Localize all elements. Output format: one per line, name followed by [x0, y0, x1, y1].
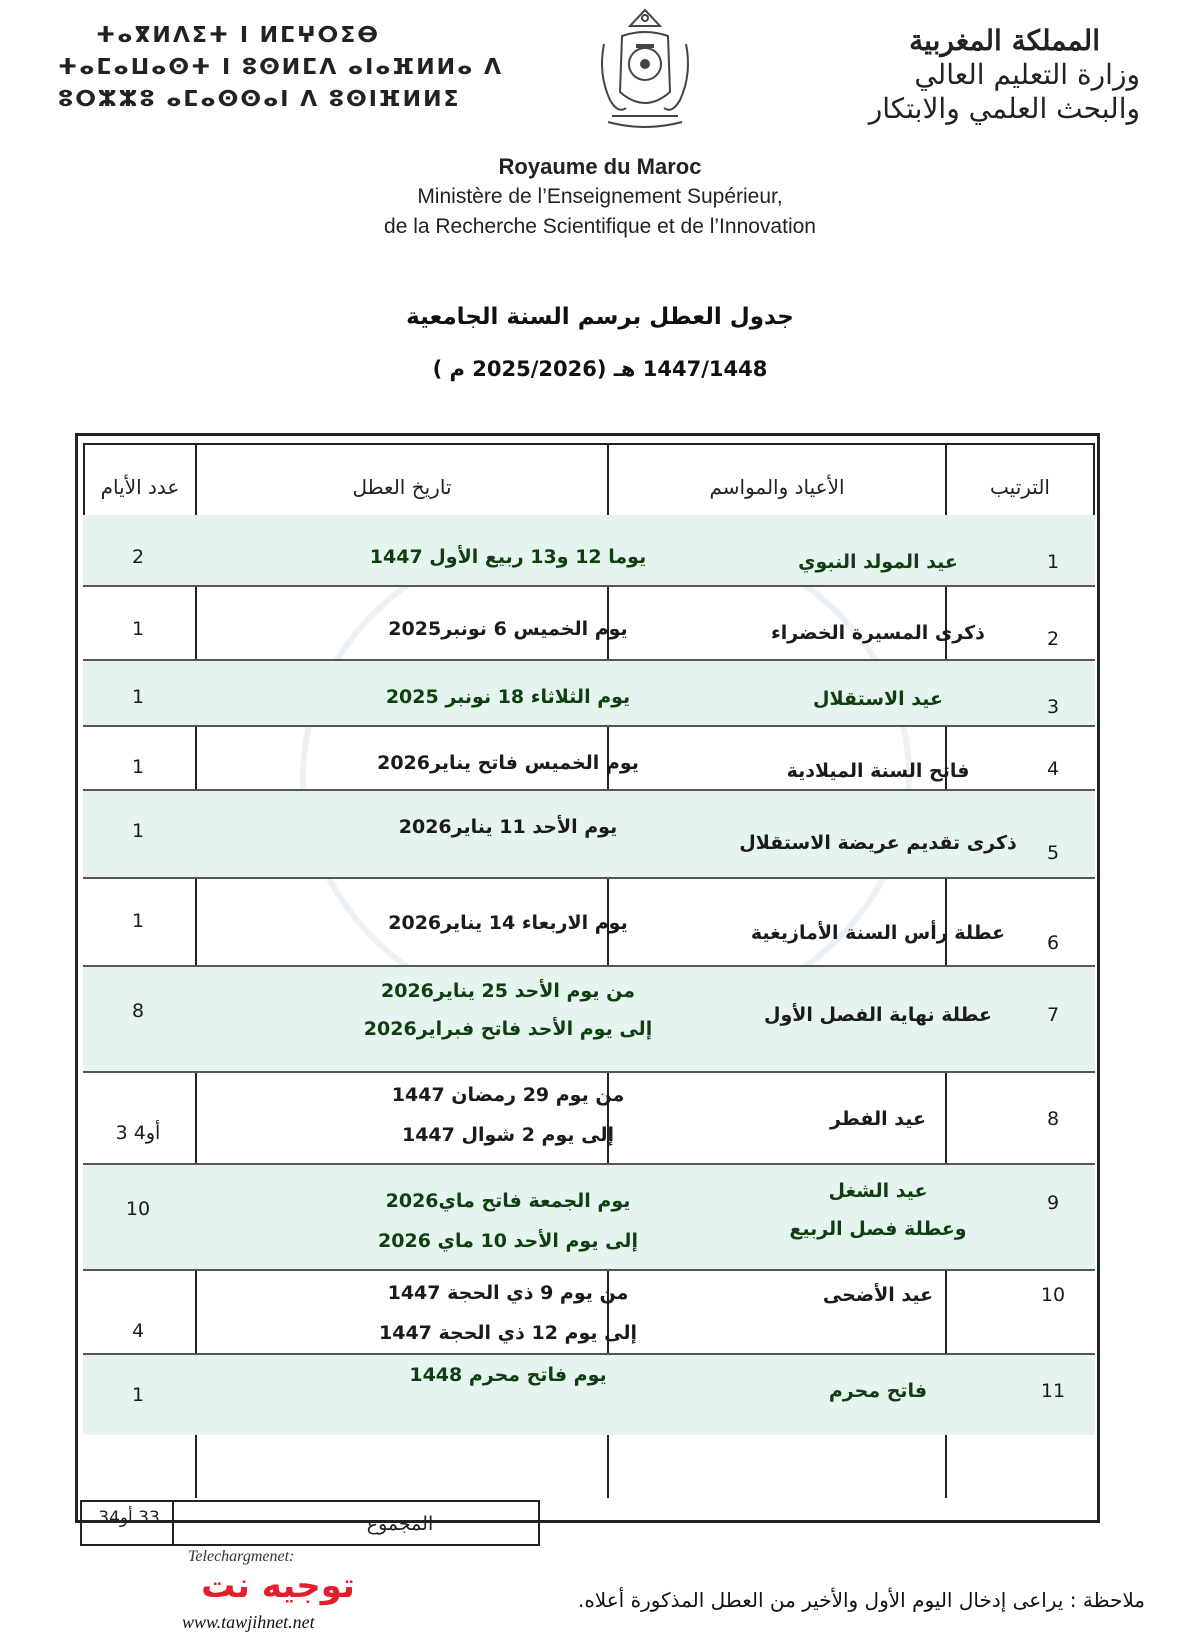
- total-label: المجموع: [366, 1513, 434, 1535]
- row-festival: عيد الأضحى: [822, 1284, 934, 1306]
- row-festival: فاتح السنة الميلادية: [786, 760, 970, 782]
- row-number: 6: [1046, 932, 1060, 954]
- row-days: 3 أو4: [115, 1122, 161, 1144]
- row-days: 1: [131, 686, 145, 708]
- tifinagh-line-2: ⵜⴰⵎⴰⵡⴰⵙⵜ ⵏ ⵓⵙⵍⵎⴷ ⴰⵏⴰⴼⵍⵍⴰ ⴷ: [58, 55, 503, 80]
- french-header: [300, 152, 900, 242]
- table-row: [83, 1355, 1095, 1435]
- table-row: [83, 1073, 1095, 1165]
- row-date: يوما 12 و13 ربيع الأول 1447: [369, 546, 647, 568]
- french-header-line-2: Ministère de l’Enseignement Supérieur,: [417, 185, 783, 208]
- arabic-header: [840, 24, 1140, 126]
- row-days: 1: [131, 910, 145, 932]
- row-days: 2: [131, 546, 145, 568]
- row-date: يوم الخميس فاتح يناير2026: [377, 752, 639, 774]
- row-date: يوم فاتح محرم 1448: [409, 1364, 607, 1386]
- row-days: 1: [131, 820, 145, 842]
- row-days: 4: [131, 1320, 145, 1342]
- coat-of-arms-icon: [590, 4, 700, 134]
- row-date-from: من يوم 9 ذي الحجة 1447: [387, 1282, 629, 1304]
- page-subtitle: 1447/1448 هـ (2025/2026 م ): [432, 357, 768, 381]
- header-days: عدد الأيام: [83, 443, 197, 531]
- row-festival: فاتح محرم: [828, 1380, 928, 1402]
- arabic-header-line-2: وزارة التعليم العالي: [914, 58, 1140, 91]
- site-url[interactable]: www.tawjihnet.net: [182, 1612, 315, 1632]
- row-number: 3: [1046, 696, 1060, 718]
- row-days: 8: [131, 1000, 145, 1022]
- table-row: [83, 1165, 1095, 1271]
- row-days: 1: [131, 756, 145, 778]
- header-date: تاريخ العطل: [195, 443, 609, 531]
- footnote: ملاحظة : يراعى إدخال اليوم الأول والأخير من العطل المذكورة أعلاه.: [577, 1588, 1145, 1612]
- row-days: 1: [131, 1384, 145, 1406]
- row-number: 10: [1040, 1284, 1066, 1306]
- table-row: [83, 967, 1095, 1073]
- row-number: 7: [1046, 1004, 1060, 1026]
- table-row: [83, 587, 1095, 661]
- row-days: 10: [125, 1198, 151, 1220]
- row-date: يوم الخميس 6 نونبر2025: [388, 618, 628, 640]
- row-date: يوم الاربعاء 14 يناير2026: [388, 912, 628, 934]
- table-row: [83, 515, 1095, 587]
- row-number: 11: [1040, 1380, 1066, 1402]
- header-festival: الأعياد والمواسم: [607, 443, 947, 531]
- row-number: 1: [1046, 551, 1060, 573]
- row-number: 2: [1046, 628, 1060, 650]
- row-date-to: إلى يوم 2 شوال 1447: [401, 1124, 615, 1146]
- row-festival-line-2: وعطلة فصل الربيع: [789, 1218, 967, 1240]
- row-date: يوم الثلاثاء 18 نونبر 2025: [385, 686, 631, 708]
- french-header-line-3: de la Recherche Scientifique et de l’Innovation: [384, 215, 816, 238]
- row-date-to: إلى يوم 12 ذي الحجة 1447: [379, 1322, 637, 1344]
- row-festival: عيد المولد النبوي: [798, 551, 958, 573]
- row-festival: عطلة رأس السنة الأمازيغية: [750, 922, 1006, 944]
- row-days: 1: [131, 618, 145, 640]
- tifinagh-line-3: ⵓⵔⵣⵣⵓ ⴰⵎⴰⵙⵙⴰⵏ ⴷ ⵓⵙⵏⴼⵍⵍⵉ: [58, 87, 461, 112]
- row-festival: عيد الفطر: [830, 1108, 926, 1130]
- page-title: جدول العطل برسم السنة الجامعية: [406, 304, 794, 330]
- row-number: 5: [1046, 842, 1060, 864]
- row-festival: ذكرى تقديم عريضة الاستقلال: [739, 832, 1017, 854]
- table-row: [83, 791, 1095, 879]
- header-order: الترتيب: [945, 443, 1095, 531]
- row-date: يوم الأحد 11 يناير2026: [398, 816, 618, 838]
- tifinagh-header: [58, 20, 503, 116]
- row-date-to: إلى يوم الأحد 10 ماي 2026: [378, 1230, 638, 1252]
- total-divider: [172, 1500, 174, 1546]
- row-number: 9: [1046, 1192, 1060, 1214]
- row-festival: عيد الاستقلال: [812, 688, 943, 710]
- table-row: [83, 727, 1095, 791]
- tifinagh-line-1: ⵜⴰⴳⵍⴷⵉⵜ ⵏ ⵍⵎⵖⵔⵉⴱ: [95, 23, 380, 48]
- table-row: [83, 661, 1095, 727]
- french-header-line-1: Royaume du Maroc: [498, 154, 702, 179]
- row-festival-line-1: عيد الشغل: [828, 1180, 928, 1202]
- row-date-from: من يوم الأحد 25 يناير2026: [381, 980, 635, 1002]
- download-label: Telechargmenet:: [188, 1548, 295, 1565]
- total-value: 33 أو34: [98, 1508, 160, 1528]
- row-festival: ذكرى المسيرة الخضراء: [771, 622, 985, 644]
- row-festival: عطلة نهاية الفصل الأول: [763, 1004, 993, 1026]
- row-date-to: إلى يوم الأحد فاتح فبراير2026: [363, 1018, 653, 1040]
- arabic-header-line-3: والبحث العلمي والابتكار: [868, 92, 1140, 125]
- row-number: 8: [1046, 1108, 1060, 1130]
- arabic-header-line-1: المملكة المغربية: [909, 24, 1100, 57]
- row-date-from: يوم الجمعة فاتح ماي2026: [385, 1190, 631, 1212]
- table-row: [83, 879, 1095, 967]
- site-logo: توجيه نت: [201, 1566, 355, 1606]
- table-row: [83, 1271, 1095, 1355]
- row-date-from: من يوم 29 رمضان 1447: [391, 1084, 625, 1106]
- row-number: 4: [1046, 758, 1060, 780]
